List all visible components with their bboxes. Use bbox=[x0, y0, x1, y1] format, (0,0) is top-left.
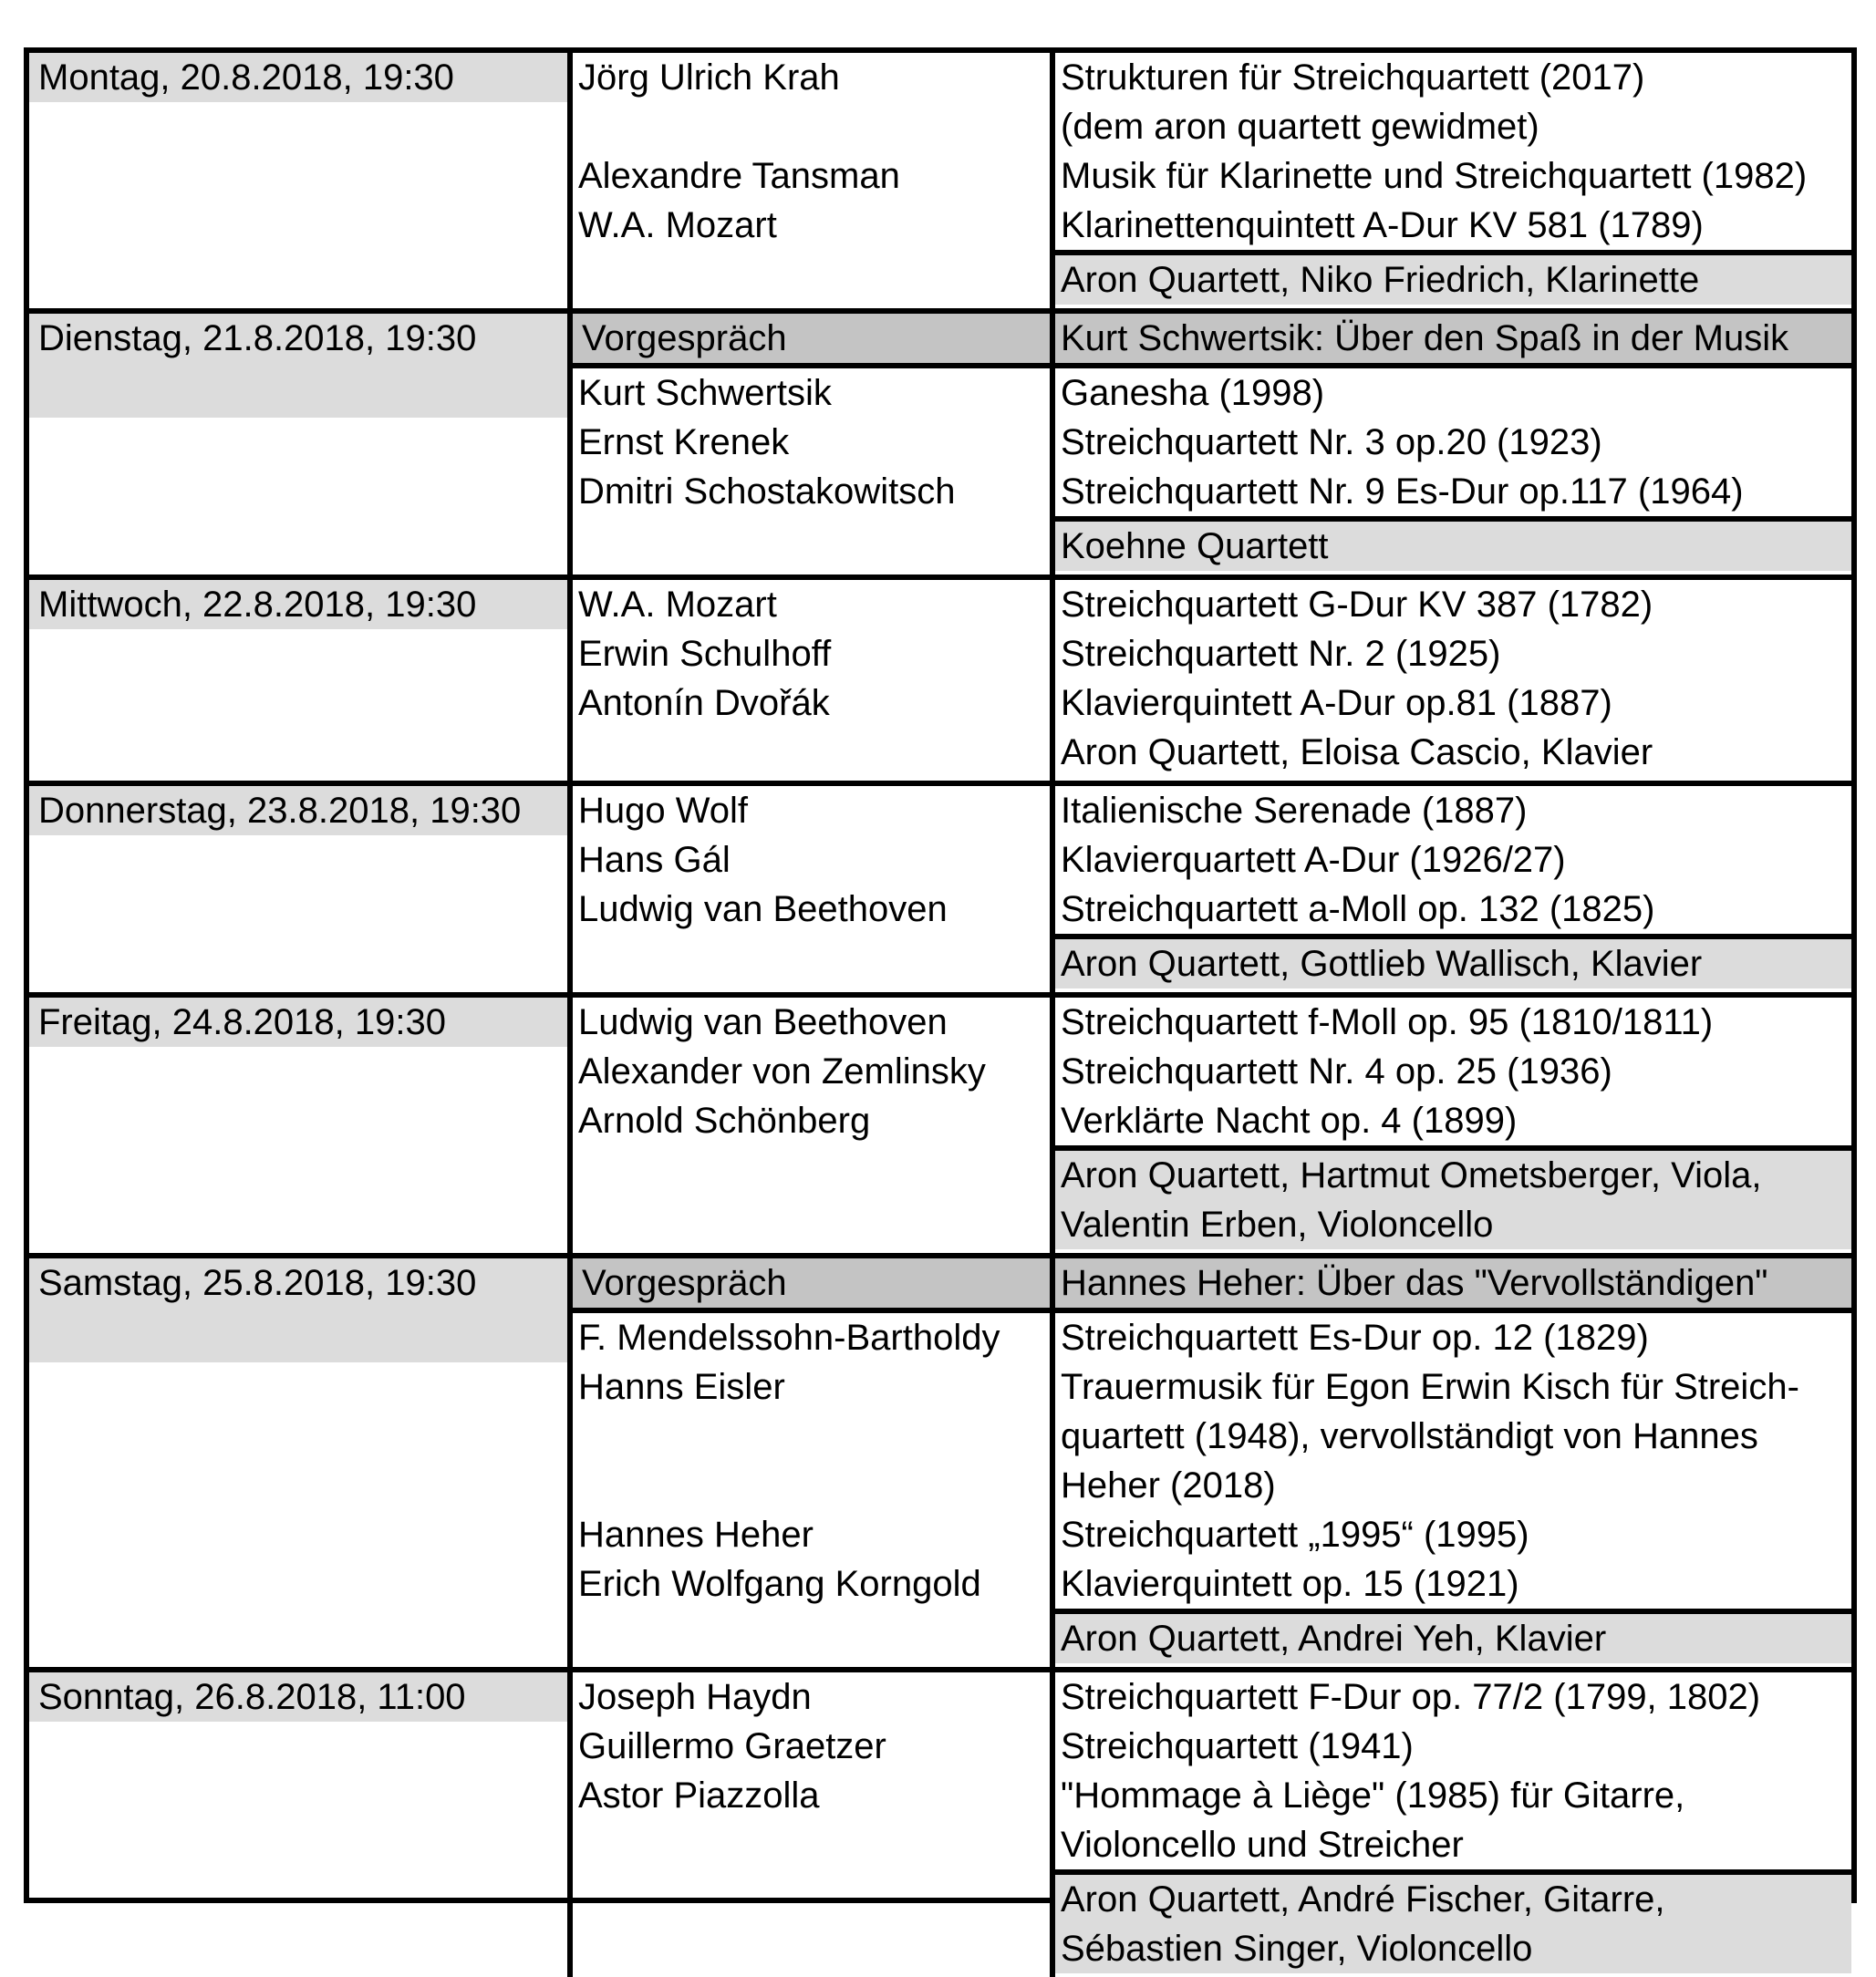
work-list bbox=[1061, 1313, 1799, 1609]
concert-block bbox=[29, 998, 1851, 1258]
vorgespraech-topic: Kurt Schwertsik: Über den Spaß in der Musik bbox=[1061, 318, 1789, 358]
composer-name: Astor Piazzolla bbox=[578, 1775, 820, 1816]
composer-name: F. Mendelssohn-Bartholdy bbox=[578, 1318, 1000, 1358]
composer-name: Ludwig van Beethoven bbox=[578, 889, 948, 929]
work-title: Streichquartett Nr. 9 Es-Dur op.117 (1964) bbox=[1061, 471, 1744, 512]
performer-text: Koehne Quartett bbox=[1061, 526, 1329, 566]
work-title: Musik für Klarinette und Streichquartett (1982) bbox=[1061, 156, 1808, 196]
performer-text: Aron Quartett, Hartmut Ometsberger, Viola, bbox=[1061, 1155, 1762, 1196]
composer-name: Erwin Schulhoff bbox=[578, 634, 832, 674]
vorgespraech-label: Vorgespräch bbox=[582, 318, 787, 358]
concert-date: Montag, 20.8.2018, 19:30 bbox=[29, 53, 567, 102]
composer-name: Hans Gál bbox=[578, 840, 731, 880]
composer-name: Dmitri Schostakowitsch bbox=[578, 471, 956, 512]
work-title: Streichquartett Nr. 3 op.20 (1923) bbox=[1061, 422, 1602, 462]
composer-name: Ludwig van Beethoven bbox=[578, 1002, 948, 1042]
work-list bbox=[1061, 998, 1713, 1145]
performer-text: Aron Quartett, Andrei Yeh, Klavier bbox=[1061, 1619, 1607, 1659]
concert-block bbox=[29, 314, 1851, 580]
work-list bbox=[1061, 580, 1653, 777]
column-divider bbox=[1050, 786, 1055, 992]
composer-name: Antonín Dvořák bbox=[578, 683, 830, 723]
concert-date: Dienstag, 21.8.2018, 19:30 bbox=[29, 314, 567, 418]
composer-name: Arnold Schönberg bbox=[578, 1101, 871, 1141]
concert-schedule-table bbox=[24, 47, 1857, 1969]
composer-list bbox=[578, 998, 986, 1145]
performers-row bbox=[1055, 1145, 1851, 1249]
column-divider bbox=[567, 1672, 573, 1977]
concert-block bbox=[29, 53, 1851, 314]
concert-date: Donnerstag, 23.8.2018, 19:30 bbox=[29, 786, 567, 835]
vorgespraech-row bbox=[573, 314, 1851, 368]
composer-name: W.A. Mozart bbox=[578, 585, 777, 625]
composer-name: Hannes Heher bbox=[578, 1515, 814, 1555]
work-title: Klavierquintett op. 15 (1921) bbox=[1061, 1564, 1519, 1604]
composer-name: Erich Wolfgang Korngold bbox=[578, 1564, 981, 1604]
composer-name bbox=[578, 1461, 1000, 1510]
concert-block bbox=[29, 580, 1851, 786]
work-title: Aron Quartett, Eloisa Cascio, Klavier bbox=[1061, 732, 1653, 772]
work-title: Verklärte Nacht op. 4 (1899) bbox=[1061, 1101, 1518, 1141]
column-divider bbox=[1050, 1258, 1055, 1667]
composer-list bbox=[578, 1313, 1000, 1609]
performers-row bbox=[1055, 250, 1851, 305]
composer-list bbox=[578, 368, 955, 516]
concert-block bbox=[29, 1672, 1851, 1977]
concert-date: Freitag, 24.8.2018, 19:30 bbox=[29, 998, 567, 1047]
vorgespraech-topic: Hannes Heher: Über das "Vervollständigen" bbox=[1061, 1263, 1768, 1303]
column-divider bbox=[1050, 314, 1055, 574]
column-divider bbox=[567, 786, 573, 992]
work-title: Ganesha (1998) bbox=[1061, 373, 1325, 413]
work-title: Heher (2018) bbox=[1061, 1465, 1276, 1506]
performers-row bbox=[1055, 516, 1851, 571]
work-title: Trauermusik für Egon Erwin Kisch für Streich- bbox=[1061, 1367, 1799, 1407]
composer-name bbox=[578, 1412, 1000, 1461]
work-title: Streichquartett G-Dur KV 387 (1782) bbox=[1061, 585, 1653, 625]
composer-list bbox=[578, 580, 831, 728]
composer-name: Kurt Schwertsik bbox=[578, 373, 832, 413]
vorgespraech-label: Vorgespräch bbox=[582, 1263, 787, 1303]
concert-block bbox=[29, 1258, 1851, 1672]
composer-name: W.A. Mozart bbox=[578, 205, 777, 245]
work-title: Streichquartett Nr. 4 op. 25 (1936) bbox=[1061, 1051, 1612, 1092]
work-title: quartett (1948), vervollständigt von Hannes bbox=[1061, 1416, 1758, 1456]
concert-date: Mittwoch, 22.8.2018, 19:30 bbox=[29, 580, 567, 629]
composer-name: Ernst Krenek bbox=[578, 422, 790, 462]
composer-name bbox=[578, 102, 900, 151]
performer-text: Aron Quartett, André Fischer, Gitarre, bbox=[1061, 1879, 1665, 1920]
column-divider bbox=[567, 314, 573, 574]
column-divider bbox=[1050, 53, 1055, 308]
column-divider bbox=[1050, 1672, 1055, 1977]
work-title: Streichquartett F-Dur op. 77/2 (1799, 1802) bbox=[1061, 1677, 1761, 1717]
concert-block bbox=[29, 786, 1851, 998]
composer-name: Alexander von Zemlinsky bbox=[578, 1051, 986, 1092]
composer-list bbox=[578, 1672, 886, 1820]
composer-name: Hugo Wolf bbox=[578, 791, 749, 831]
work-title: Streichquartett f-Moll op. 95 (1810/1811) bbox=[1061, 1002, 1714, 1042]
column-divider bbox=[567, 1258, 573, 1667]
performers-row bbox=[1055, 1609, 1851, 1663]
performers-row bbox=[1055, 1869, 1851, 1973]
composer-name: Joseph Haydn bbox=[578, 1677, 812, 1717]
work-title: Streichquartett Es-Dur op. 12 (1829) bbox=[1061, 1318, 1649, 1358]
work-title: (dem aron quartett gewidmet) bbox=[1061, 107, 1539, 147]
work-title: "Hommage à Liège" (1985) für Gitarre, bbox=[1061, 1775, 1685, 1816]
performer-text: Aron Quartett, Gottlieb Wallisch, Klavier bbox=[1061, 944, 1703, 984]
work-title: Violoncello und Streicher bbox=[1061, 1825, 1464, 1865]
work-title: Streichquartett a-Moll op. 132 (1825) bbox=[1061, 889, 1655, 929]
work-title: Strukturen für Streichquartett (2017) bbox=[1061, 57, 1645, 98]
work-list bbox=[1061, 368, 1744, 516]
work-title: Streichquartett „1995“ (1995) bbox=[1061, 1515, 1529, 1555]
composer-list bbox=[578, 53, 900, 250]
column-divider bbox=[1050, 580, 1055, 781]
work-title: Klarinettenquintett A-Dur KV 581 (1789) bbox=[1061, 205, 1704, 245]
column-divider bbox=[567, 53, 573, 308]
composer-name: Guillermo Graetzer bbox=[578, 1726, 886, 1766]
work-list bbox=[1061, 1672, 1760, 1869]
performer-text: Valentin Erben, Violoncello bbox=[1061, 1205, 1494, 1245]
work-title: Streichquartett Nr. 2 (1925) bbox=[1061, 634, 1501, 674]
composer-list bbox=[578, 786, 948, 934]
composer-name: Jörg Ulrich Krah bbox=[578, 57, 840, 98]
work-title: Italienische Serenade (1887) bbox=[1061, 791, 1528, 831]
composer-name: Hanns Eisler bbox=[578, 1367, 785, 1407]
vorgespraech-row bbox=[573, 1258, 1851, 1313]
concert-date: Sonntag, 26.8.2018, 11:00 bbox=[29, 1672, 567, 1722]
column-divider bbox=[1050, 998, 1055, 1253]
column-divider bbox=[567, 580, 573, 781]
concert-date: Samstag, 25.8.2018, 19:30 bbox=[29, 1258, 567, 1362]
performer-text: Aron Quartett, Niko Friedrich, Klarinette bbox=[1061, 260, 1700, 300]
work-title: Klavierquintett A-Dur op.81 (1887) bbox=[1061, 683, 1612, 723]
work-list bbox=[1061, 53, 1807, 250]
work-title: Klavierquartett A-Dur (1926/27) bbox=[1061, 840, 1566, 880]
work-title: Streichquartett (1941) bbox=[1061, 1726, 1414, 1766]
column-divider bbox=[567, 998, 573, 1253]
performers-row bbox=[1055, 934, 1851, 989]
composer-name: Alexandre Tansman bbox=[578, 156, 900, 196]
work-list bbox=[1061, 786, 1654, 934]
performer-text: Sébastien Singer, Violoncello bbox=[1061, 1929, 1533, 1969]
